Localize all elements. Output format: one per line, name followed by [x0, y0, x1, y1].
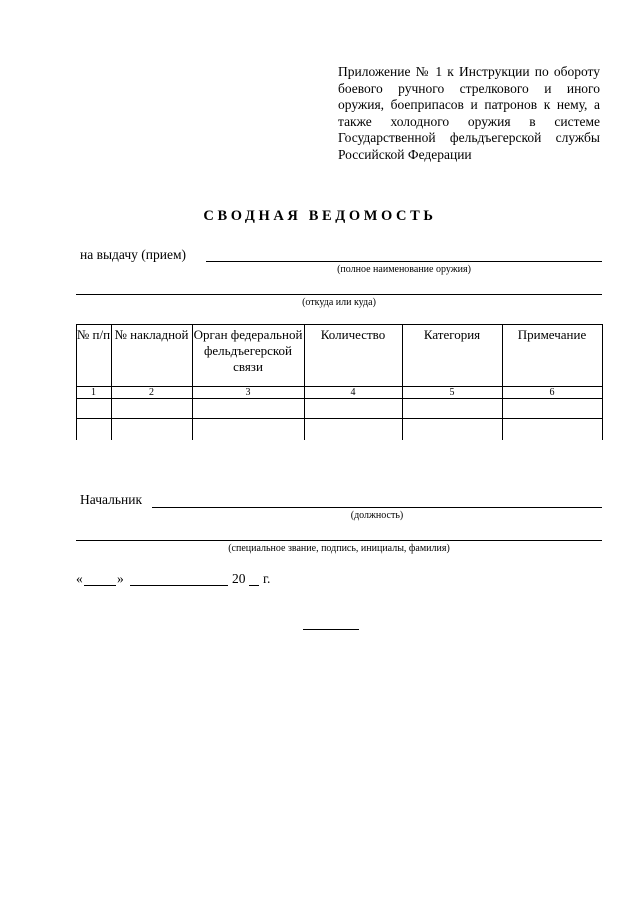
- position-hint: (должность): [350, 510, 404, 521]
- date-open-quote: «: [76, 571, 83, 586]
- column-number: 5: [449, 387, 455, 398]
- weapon-name-line: [206, 261, 602, 262]
- issue-label: на выдачу (прием): [80, 247, 186, 262]
- year-prefix: 20: [232, 571, 246, 586]
- header-quantity: Количество: [320, 327, 386, 342]
- column-number: 6: [549, 387, 555, 398]
- document-title: СВОДНАЯ ВЕДОМОСТЬ: [203, 208, 437, 224]
- closing-divider: [303, 629, 359, 630]
- details-line: [76, 540, 602, 541]
- header-row-number: № п/п: [76, 327, 111, 342]
- from-to-hint: (откуда или куда): [302, 297, 376, 308]
- date-close-quote: »: [117, 571, 124, 586]
- header-note: Примечание: [517, 327, 587, 342]
- column-number: 1: [91, 387, 96, 398]
- summary-table: [76, 324, 602, 440]
- chief-label: Начальник: [80, 492, 143, 507]
- from-to-line: [76, 294, 602, 295]
- year-blank: [249, 585, 259, 586]
- header-category: Категория: [423, 327, 481, 342]
- year-suffix: г.: [263, 571, 271, 586]
- month-blank: [130, 585, 228, 586]
- column-number: 4: [350, 387, 356, 398]
- appendix-note: Приложение № 1 к Инструкции по обороту боевого ручного стрелкового и иного оружия, боеприпасов и патронов к нему, а также холодного оружия в системе Государственной фельдъегерской службы Российской Федерации: [338, 64, 600, 162]
- header-invoice-number: № накладной: [114, 327, 189, 342]
- column-number: 2: [149, 387, 154, 398]
- position-line: [152, 507, 602, 508]
- weapon-name-hint: (полное наименование оружия): [337, 264, 471, 275]
- day-blank: [84, 585, 116, 586]
- header-agency: Орган федеральной фельдъегерской связи: [193, 327, 303, 374]
- details-hint: (специальное звание, подпись, инициалы, фамилия): [228, 543, 450, 554]
- column-number: 3: [245, 387, 251, 398]
